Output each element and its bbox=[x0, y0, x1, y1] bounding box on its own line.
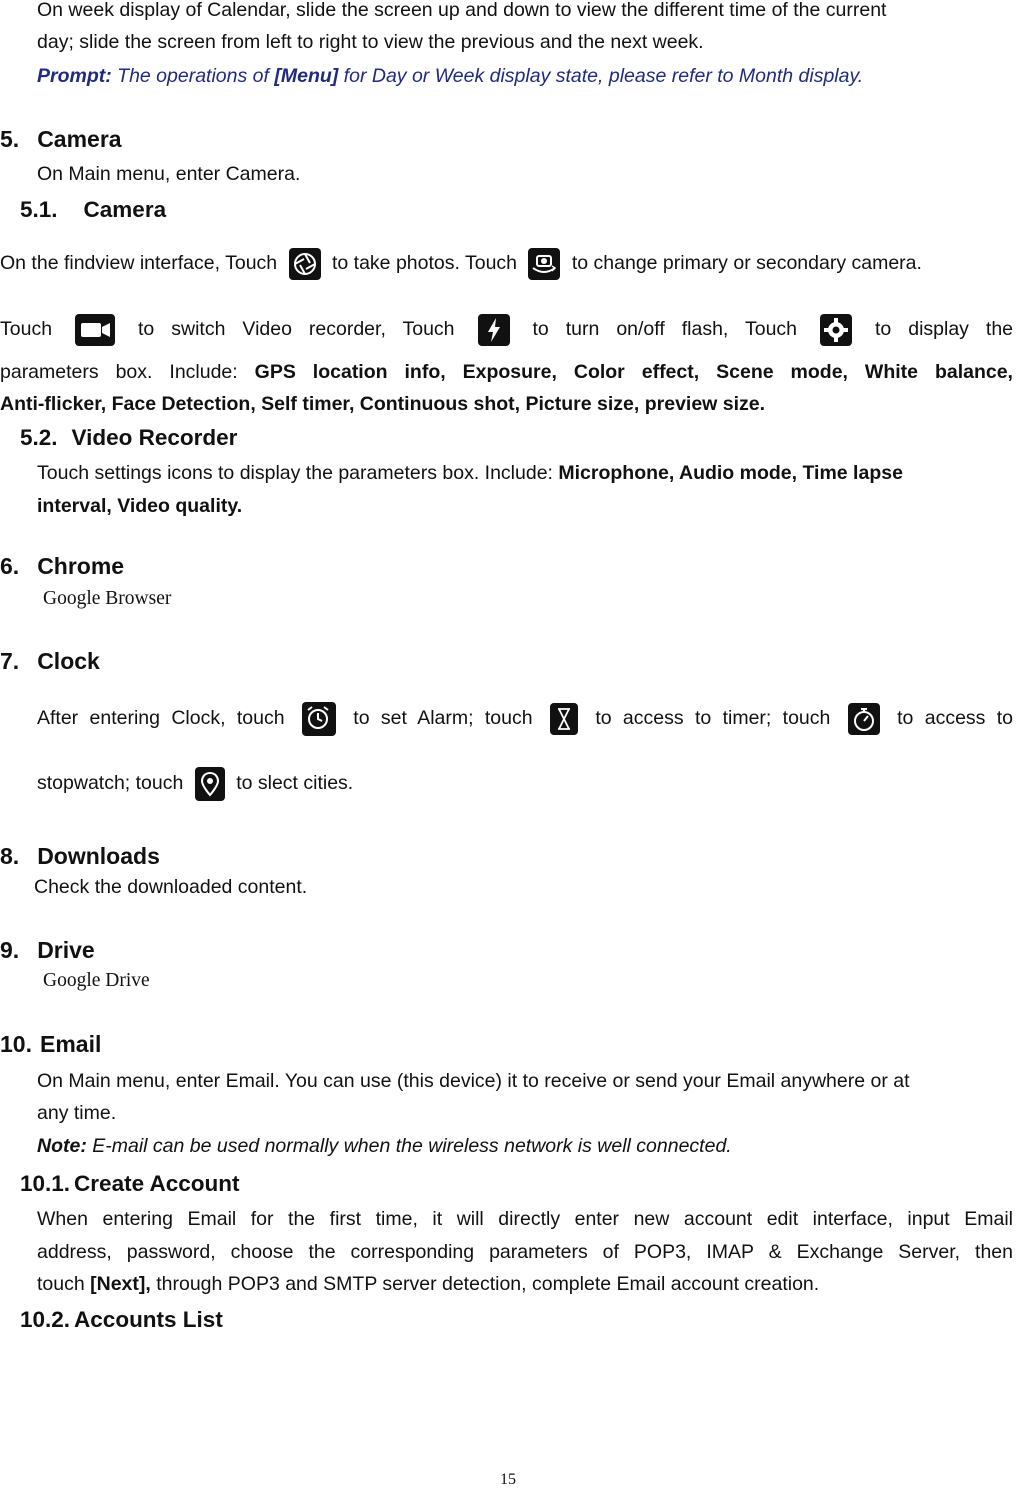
shutter-icon bbox=[289, 248, 321, 280]
email-note bbox=[37, 1130, 732, 1163]
clock-line-1-b: to set Alarm; touch bbox=[353, 707, 533, 730]
prompt-text-b: for Day or Week display state, please refer to Month display. bbox=[338, 65, 864, 87]
page-number: 15 bbox=[500, 1471, 516, 1488]
create-account-line-3-a: touch bbox=[37, 1273, 91, 1295]
camera-line-1-c: to change primary or secondary camera. bbox=[571, 252, 922, 274]
create-account-line-1: When entering Email for the first time, it will directly enter new account edit interface, input Email bbox=[37, 1208, 1013, 1230]
camera-line-2-a: Touch bbox=[0, 318, 53, 340]
subsection-heading-video-recorder bbox=[20, 425, 237, 451]
section-heading-downloads bbox=[0, 843, 160, 870]
camera-line-2-b: to switch Video recorder, Touch bbox=[138, 318, 455, 340]
section-number: 5. bbox=[0, 126, 20, 152]
section-heading-drive bbox=[0, 937, 95, 964]
create-account-line-3 bbox=[37, 1268, 819, 1301]
calendar-prompt bbox=[37, 60, 863, 93]
location-pin-icon bbox=[195, 767, 225, 801]
section-number: 8. bbox=[0, 843, 20, 869]
subsection-title: Video Recorder bbox=[71, 425, 238, 450]
clock-line-1-c: to access to timer; touch bbox=[595, 707, 831, 730]
video-camera-icon bbox=[75, 314, 115, 346]
camera-line-3-a: parameters box. Include: bbox=[0, 361, 255, 383]
clock-line-1-d: to access to bbox=[897, 707, 1014, 730]
section-heading-camera bbox=[0, 126, 122, 153]
section-title: Clock bbox=[37, 648, 100, 674]
camera-line-3-b: GPS location info, Exposure, Color effect, Scene mode, White balance, bbox=[254, 361, 1013, 383]
calendar-text-line-2: day; slide the screen from left to right to view the previous and the next week. bbox=[37, 31, 704, 53]
subsection-heading-accounts-list bbox=[20, 1307, 223, 1333]
subsection-number: 10.1. bbox=[20, 1171, 71, 1196]
camera-line-1-b: to take photos. Touch bbox=[331, 252, 518, 274]
clock-line-2-a: stopwatch; touch bbox=[37, 772, 184, 795]
gear-icon bbox=[820, 314, 852, 346]
chrome-desc: Google Browser bbox=[43, 588, 172, 609]
clock-line-2-b: to slect cities. bbox=[236, 772, 354, 795]
section-title: Email bbox=[39, 1031, 102, 1057]
video-line-2: interval, Video quality. bbox=[37, 495, 243, 517]
camera-line-2 bbox=[0, 313, 1013, 346]
email-line-1: On Main menu, enter Email. You can use (this device) it to receive or send your Email anywhere or at bbox=[37, 1070, 910, 1092]
note-text: E-mail can be used normally when the wireless network is well connected. bbox=[86, 1135, 732, 1157]
email-line-2: any time. bbox=[37, 1102, 117, 1124]
camera-line-2-d: to display the bbox=[874, 318, 1014, 340]
calendar-text-line-1: On week display of Calendar, slide the screen up and down to view the different time of the current bbox=[37, 0, 887, 21]
camera-line-1 bbox=[0, 247, 922, 280]
create-account-line-3-b: [Next], bbox=[90, 1273, 151, 1295]
section-title: Drive bbox=[37, 937, 95, 963]
section-title: Chrome bbox=[37, 553, 125, 579]
subsection-heading-camera bbox=[20, 197, 166, 223]
alarm-clock-icon bbox=[302, 702, 336, 736]
note-label: Note: bbox=[37, 1135, 87, 1157]
subsection-title: Camera bbox=[83, 197, 167, 222]
flash-icon bbox=[478, 314, 510, 346]
section-heading-email bbox=[0, 1031, 101, 1058]
section-number: 10. bbox=[0, 1031, 32, 1057]
camera-line-2-c: to turn on/off flash, Touch bbox=[532, 318, 798, 340]
subsection-number: 5.2. bbox=[20, 425, 58, 450]
section-number: 6. bbox=[0, 553, 20, 579]
subsection-number: 5.1. bbox=[20, 197, 58, 222]
camera-line-3 bbox=[0, 356, 1013, 389]
section-heading-chrome bbox=[0, 553, 124, 580]
subsection-heading-create-account bbox=[20, 1171, 240, 1197]
video-line-1-a: Touch settings icons to display the parameters box. Include: bbox=[37, 462, 559, 484]
camera-line-4: Anti-flicker, Face Detection, Self timer, Continuous shot, Picture size, preview size. bbox=[0, 393, 766, 415]
subsection-number: 10.2. bbox=[20, 1307, 71, 1332]
clock-line-1-a: After entering Clock, touch bbox=[37, 707, 285, 730]
subsection-title: Create Account bbox=[74, 1171, 240, 1196]
clock-line-1 bbox=[37, 702, 1013, 736]
video-line-1-b: Microphone, Audio mode, Time lapse bbox=[558, 462, 903, 484]
camera-line-1-a: On the findview interface, Touch bbox=[0, 252, 278, 274]
prompt-text-a: The operations of bbox=[111, 65, 275, 87]
clock-line-2 bbox=[37, 767, 353, 801]
create-account-line-3-c: through POP3 and SMTP server detection, complete Email account creation. bbox=[150, 1273, 820, 1295]
hourglass-icon bbox=[550, 703, 578, 735]
stopwatch-icon bbox=[848, 703, 880, 735]
drive-desc: Google Drive bbox=[43, 970, 150, 991]
section-title: Downloads bbox=[37, 843, 160, 869]
section-heading-clock bbox=[0, 648, 100, 675]
downloads-desc: Check the downloaded content. bbox=[34, 876, 308, 898]
switch-camera-icon bbox=[528, 248, 560, 280]
prompt-label: Prompt: bbox=[37, 65, 112, 87]
section-number: 7. bbox=[0, 648, 20, 674]
subsection-title: Accounts List bbox=[74, 1307, 223, 1332]
section-title: Camera bbox=[37, 126, 122, 152]
create-account-line-2: address, password, choose the corresponding parameters of POP3, IMAP & Exchange Server, then bbox=[37, 1241, 1013, 1263]
video-line-1 bbox=[37, 457, 903, 490]
prompt-menu: [Menu] bbox=[274, 65, 339, 87]
camera-intro: On Main menu, enter Camera. bbox=[37, 163, 301, 185]
section-number: 9. bbox=[0, 937, 20, 963]
